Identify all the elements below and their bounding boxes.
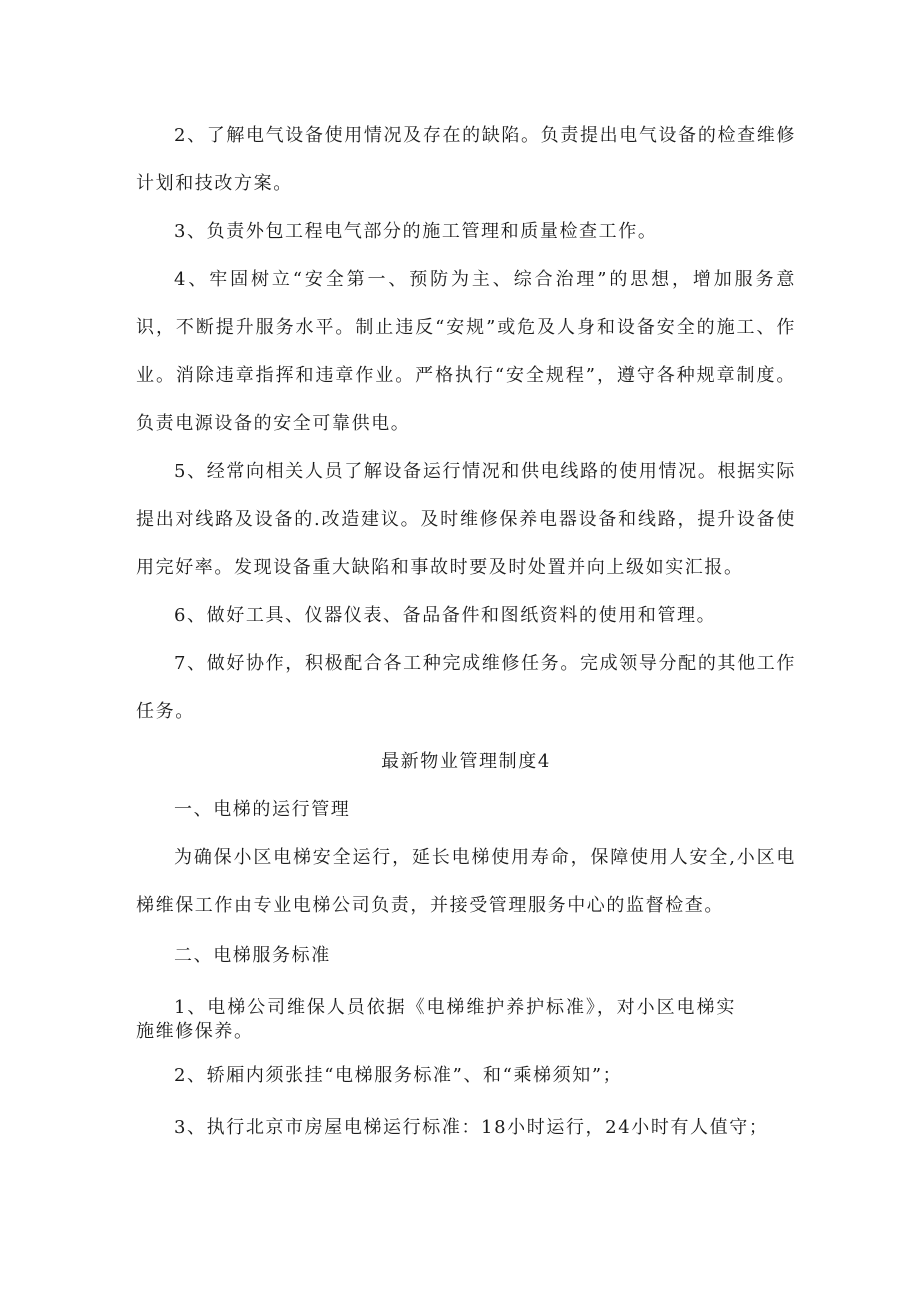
paragraph-item-2: 2、了解电气设备使用情况及存在的缺陷。负责提出电气设备的检查维修计划和技改方案。 xyxy=(136,125,796,194)
section-one-body: 为确保小区电梯安全运行，延长电梯使用寿命，保障使用人安全,小区电梯维保工作由专业电梯公司负责，并接受管理服务中心的监督检查。 xyxy=(136,847,796,916)
standard-item-3: 3、执行北京市房屋电梯运行标准：18小时运行，24小时有人值守； xyxy=(174,1117,769,1138)
paragraph-item-5: 5、经常向相关人员了解设备运行情况和供电线路的使用情况。根据实际提出对线路及设备的.改造建议。及时维修保养电器设备和线路，提升设备使用完好率。发现设备重大缺陷和事故时要及时处置并向上级如实汇报。 xyxy=(136,461,796,578)
section-title: 最新物业管理制度4 xyxy=(381,751,551,772)
paragraph-item-4: 4、牢固树立“安全第一、预防为主、综合治理”的思想，增加服务意识，不断提升服务水平。制止违反“安规”或危及人身和设备安全的施工、作业。消除违章指挥和违章作业。严格执行“安全规程”，遵守各种规章制度。负责电源设备的安全可靠供电。 xyxy=(136,269,797,434)
section-two-heading: 二、电梯服务标准 xyxy=(174,945,331,966)
standard-item-1: 1、电梯公司维保人员依据《电梯维护养护标准》，对小区电梯实施维修保养。 xyxy=(136,997,736,1042)
paragraph-item-7: 7、做好协作，积极配合各工种完成维修任务。完成领导分配的其他工作任务。 xyxy=(136,653,796,722)
paragraph-item-6: 6、做好工具、仪器仪表、备品备件和图纸资料的使用和管理。 xyxy=(174,605,717,626)
section-one-heading: 一、电梯的运行管理 xyxy=(174,799,351,820)
paragraph-item-3: 3、负责外包工程电气部分的施工管理和质量检查工作。 xyxy=(174,221,658,242)
standard-item-2: 2、轿厢内须张挂“电梯服务标准”、和“乘梯须知”； xyxy=(174,1065,623,1086)
